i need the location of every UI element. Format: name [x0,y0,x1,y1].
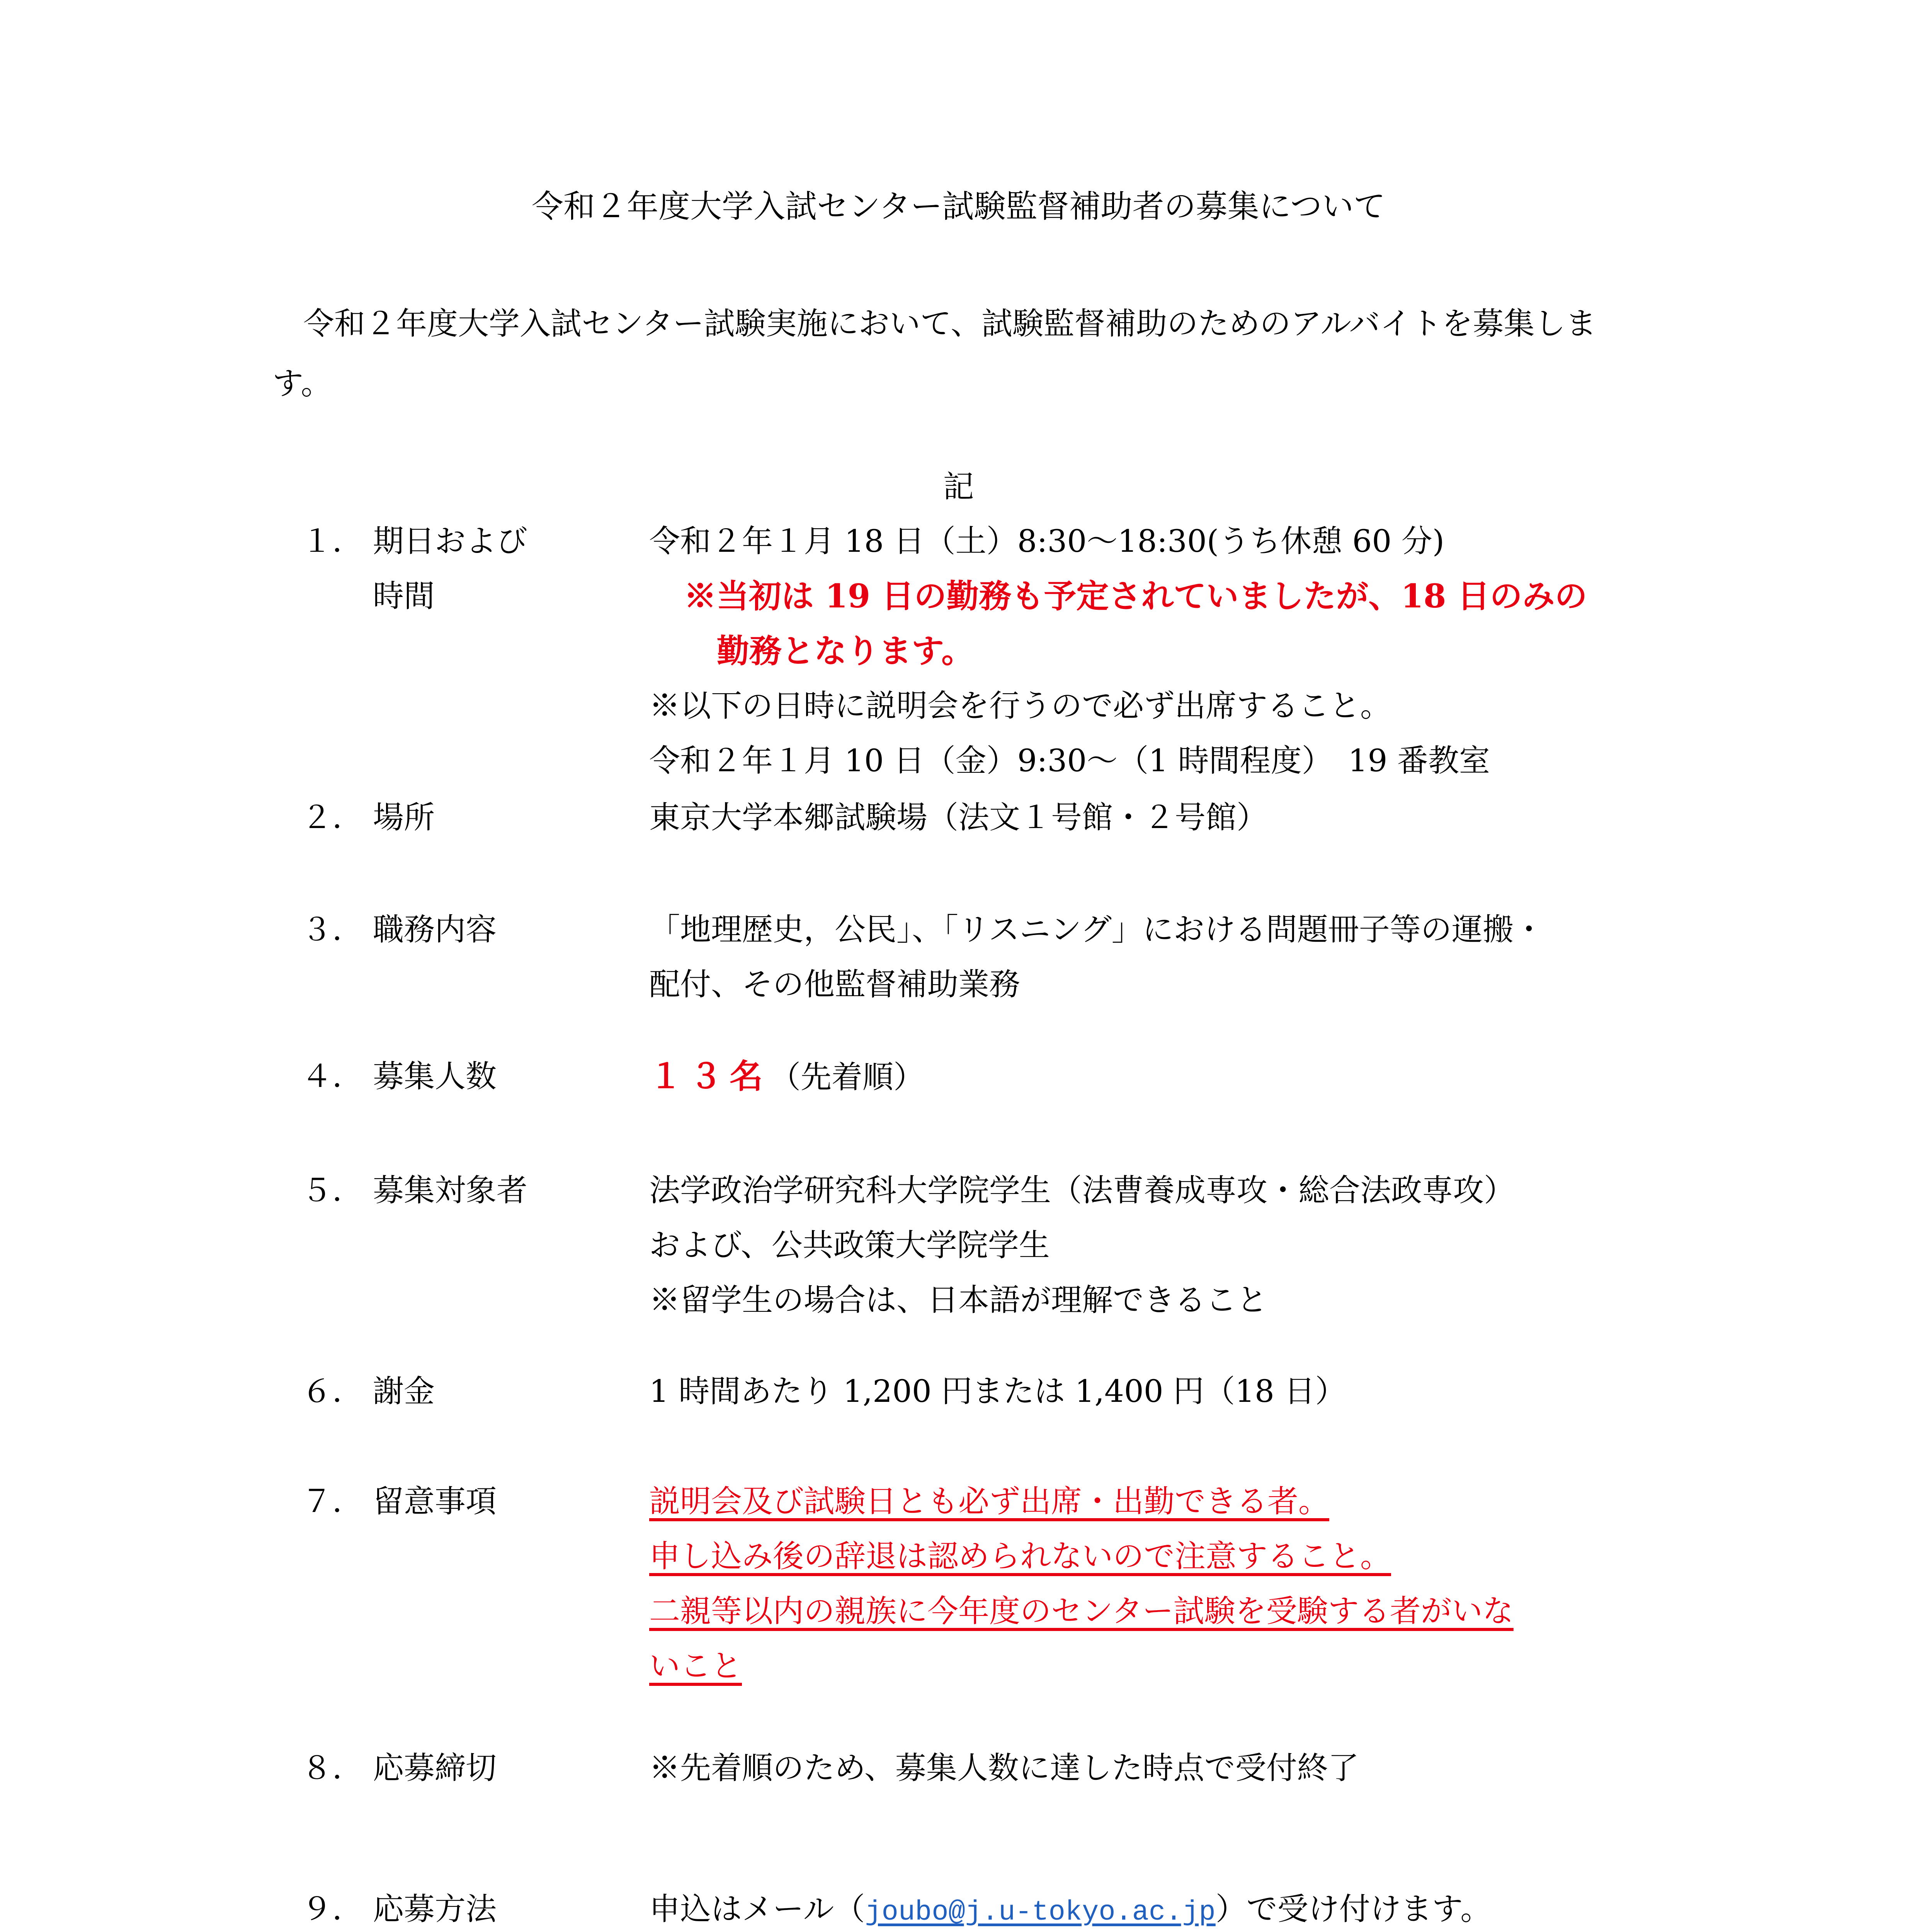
notes-line4: いこと [649,1648,742,1684]
item-body [649,1474,1692,1694]
eligibility-line3: ※留学生の場合は、日本語が理解できること [649,1282,1267,1318]
item-label-text-line2: 時間 [373,578,435,614]
ki-heading: 記 [943,469,974,505]
duties-line1: 「地理歴史，公民」、「リスニング」における問題冊子等の運搬・ [649,912,1544,947]
item-label [301,1163,618,1218]
item-label [301,1741,618,1796]
item-label-text: 応募方法 [373,1891,497,1927]
item-label [301,790,618,845]
item-number: ７． [301,1483,363,1519]
item-label-text: 応募締切 [373,1750,497,1786]
date-line: 令和２年１月 18 日（土）8:30～18:30(うち休憩 60 分) [649,523,1444,559]
pay-text: 1 時間あたり 1,200 円または 1,400 円（18 日） [649,1373,1346,1409]
item-body [649,790,1692,845]
item-label [301,1882,618,1932]
headcount-line [649,1049,1692,1105]
item-number: ２． [301,799,363,835]
item-number: ３． [301,912,363,947]
item-label-text: 期日および [373,523,527,559]
item-number: ４． [301,1058,363,1094]
item-label [301,1474,618,1529]
item-label-text: 募集人数 [373,1058,497,1094]
email-link[interactable]: joubo@j.u-tokyo.ac.jp [865,1896,1216,1928]
item-label-text: 募集対象者 [373,1172,527,1208]
item-label-text: 場所 [373,799,435,835]
headcount-note: （先着順） [770,1059,924,1095]
change-notice-line1: ※当初は 19 日の勤務も予定されていましたが、18 日のみの [684,577,1587,615]
eligibility-line2: および、公共政策大学院学生 [649,1227,1050,1263]
item-label [301,1049,618,1104]
application-line1-post: ）で受け付けます。 [1215,1891,1492,1927]
item-label [301,514,618,624]
item-body [649,1364,1692,1419]
location-text: 東京大学本郷試験場（法文１号館・２号館） [649,799,1267,835]
item-number: ６． [301,1373,363,1409]
item-body [649,1741,1692,1796]
item-label-text: 謝金 [373,1373,435,1409]
briefing-date: 令和２年１月 10 日（金）9:30～（1 時間程度） 19 番教室 [649,743,1490,779]
eligibility-line1: 法学政治学研究科大学院学生（法曹養成専攻・総合法政専攻） [649,1172,1515,1208]
notes-line4-wrap [649,1639,1692,1694]
item-label [301,902,618,957]
item-body [649,1882,1692,1932]
item-body [649,902,1692,1012]
notes-line1-wrap [649,1474,1692,1529]
notes-line1: 説明会及び試験日とも必ず出席・出勤できる者。 [649,1483,1329,1519]
notes-line3: 二親等以内の親族に今年度のセンター試験を受験する者がいな [649,1593,1514,1629]
notes-line2: 申し込み後の辞退は認められないので注意すること。 [649,1538,1391,1574]
item-number: ９． [301,1891,363,1927]
item-label-text: 留意事項 [373,1483,497,1519]
item-label-text: 職務内容 [373,912,497,947]
item-label [301,1364,618,1419]
item-number: ５． [301,1172,363,1208]
duties-line2: 配付、その他監督補助業務 [649,966,1020,1002]
notes-line2-wrap [649,1529,1692,1584]
item-number: ８． [301,1750,363,1786]
deadline-text: ※先着順のため、募集人数に達した時点で受付終了 [649,1750,1359,1786]
headcount-value: １３名 [649,1057,770,1096]
item-body [649,1049,1692,1105]
application-line1 [649,1882,1692,1932]
item-number: １． [301,523,363,559]
notes-line3-wrap [649,1584,1692,1639]
intro-paragraph: 令和２年度大学入試センター試験実施において、試験監督補助のためのアルバイトを募集します。 [272,306,1597,401]
item-body [649,514,1692,788]
application-line1-pre: 申込はメール（ [649,1891,865,1927]
briefing-note: ※以下の日時に説明会を行うので必ず出席すること。 [649,688,1391,724]
item-body [649,1163,1692,1328]
change-notice-line2: 勤務となります。 [717,632,974,670]
page-title: 令和２年度大学入試センター試験監督補助者の募集について [531,188,1386,225]
